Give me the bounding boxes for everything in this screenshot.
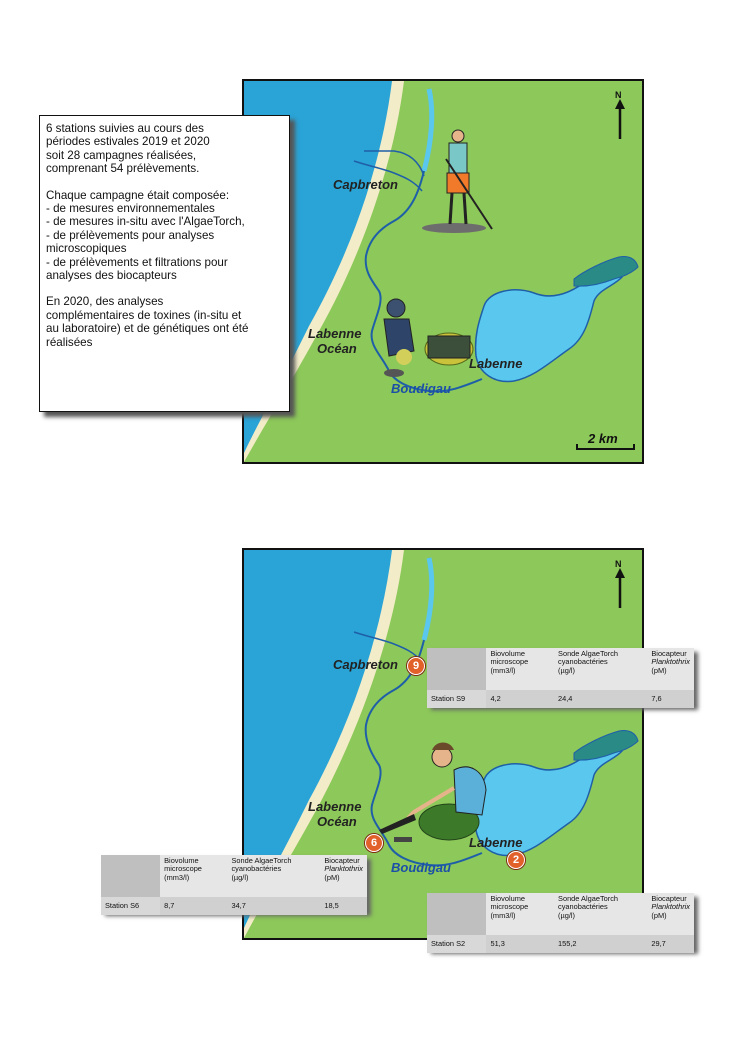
station-name: Station S2	[427, 935, 486, 953]
label-labenne-ocean-line2-2: Océan	[317, 814, 357, 829]
station-s9-table	[427, 648, 694, 706]
station-marker-s2[interactable]: 2	[507, 851, 525, 869]
scale-label: 2 km	[588, 431, 618, 446]
label-capbreton: Capbreton	[333, 177, 398, 192]
station-marker-s9[interactable]: 9	[407, 657, 425, 675]
biocapteur-value: 18,5	[320, 897, 367, 915]
station-s6-table	[101, 855, 367, 912]
biocapteur-value: 29,7	[647, 935, 694, 953]
label-labenne-ocean-line1: Labenne	[308, 326, 362, 341]
station-name: Station S6	[101, 897, 160, 915]
biovolume-value: 4,2	[486, 690, 554, 708]
map-top	[242, 79, 644, 464]
label-labenne: Labenne	[469, 356, 523, 371]
station-s2-table	[427, 893, 694, 950]
table-header-row: Biovolume microscope (mm3/l) Sonde AlgaeTorch cyanobactéries (µg/l) Biocapteur Planktothrix (pM)	[427, 893, 694, 935]
north-label: N	[615, 90, 622, 100]
label-labenne-ocean-line1-2: Labenne	[308, 799, 362, 814]
algaetorch-value: 24,4	[554, 690, 647, 708]
algaetorch-value: 155,2	[554, 935, 647, 953]
table-header-row: Biovolume microscope (mm3/l) Sonde AlgaeTorch cyanobactéries (µg/l) Biocapteur Planktothrix (pM)	[427, 648, 694, 690]
north-label-2: N	[615, 559, 622, 569]
table-row	[427, 690, 694, 708]
label-boudigau: Boudigau	[391, 381, 451, 396]
algaetorch-value: 34,7	[227, 897, 320, 915]
info-paragraph-1: 6 stations suivies au cours des périodes estivales 2019 et 2020 soit 28 campagnes réalisées, comprenant 54 prélèvements.	[46, 122, 210, 176]
biovolume-value: 51,3	[486, 935, 554, 953]
table-header-row: Biovolume microscope (mm3/l) Sonde AlgaeTorch cyanobactéries (µg/l) Biocapteur Planktothrix (pM)	[101, 855, 367, 897]
info-box	[39, 115, 290, 412]
biovolume-value: 8,7	[160, 897, 227, 915]
info-paragraph-2: Chaque campagne était composée: - de mesures environnementales - de mesures in-situ avec l'AlgaeTorch, - de prélèvements pour analyses microscopiques - de prélèvements et filtrations pour analyses des biocapteurs	[46, 188, 245, 283]
table-row	[101, 897, 367, 915]
map-top-drawing	[244, 81, 642, 462]
table-row	[427, 935, 694, 953]
label-labenne-ocean-line2: Océan	[317, 341, 357, 356]
station-name: Station S9	[427, 690, 486, 708]
label-labenne-2: Labenne	[469, 835, 523, 850]
info-paragraph-3: En 2020, des analyses complémentaires de toxines (in-situ et au laboratoire) et de génétiques ont été réalisées	[46, 295, 249, 349]
label-capbreton-2: Capbreton	[333, 657, 398, 672]
label-boudigau-2: Boudigau	[391, 860, 451, 875]
station-marker-s6[interactable]: 6	[365, 834, 383, 852]
biocapteur-value: 7,6	[647, 690, 694, 708]
